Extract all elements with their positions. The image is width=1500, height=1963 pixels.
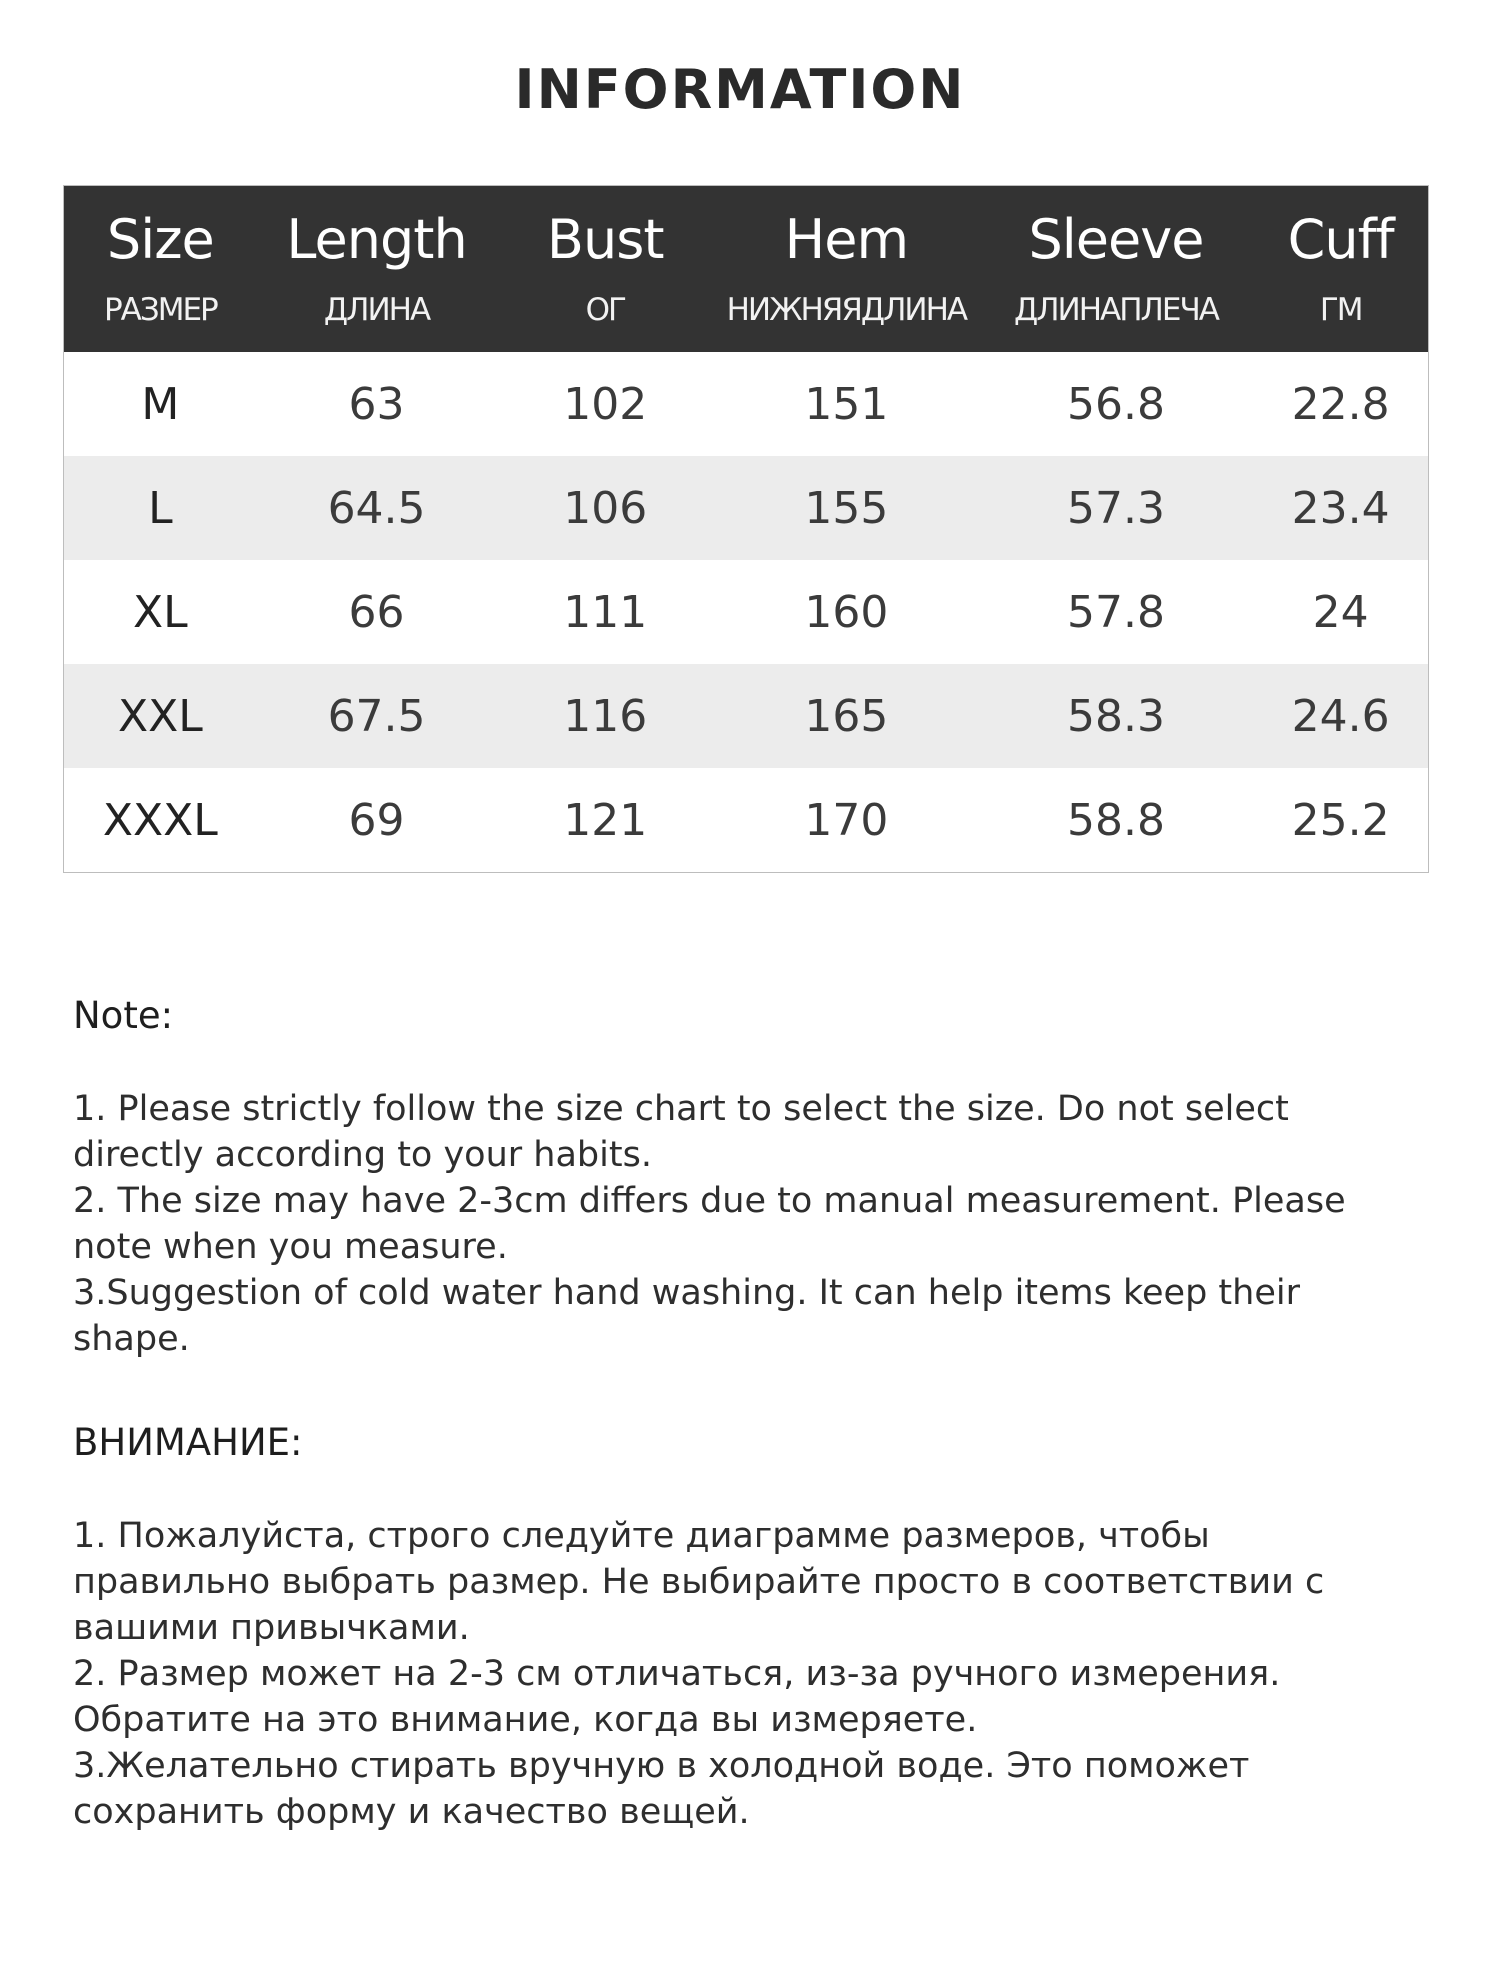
cell-bust: 106	[563, 482, 648, 534]
note-list	[73, 1086, 1413, 1362]
note-item: 3.Suggestion of cold water hand washing. It can help items keep their shape.	[73, 1273, 1300, 1359]
header-en: Cuff	[1287, 208, 1394, 271]
cell-length: 69	[348, 794, 405, 846]
cell-hem: 165	[804, 690, 889, 742]
note-item: 1. Please strictly follow the size chart to select the size. Do not select directly according to your habits.	[73, 1089, 1289, 1175]
cell-bust: 121	[563, 794, 648, 846]
attention-list	[73, 1513, 1413, 1835]
header-ru: ГМ	[1319, 292, 1362, 328]
header-ru: ДЛИНА	[323, 292, 430, 328]
cell-size: M	[141, 378, 180, 430]
header-ru: ДЛИНАПЛЕЧА	[1014, 292, 1218, 328]
cell-hem: 151	[804, 378, 889, 430]
table-row	[64, 352, 1428, 456]
cell-length: 66	[348, 586, 405, 638]
cell-hem: 155	[804, 482, 889, 534]
cell-cuff: 25.2	[1291, 794, 1390, 846]
cell-bust: 111	[563, 586, 648, 638]
header-ru: РАЗМЕР	[103, 292, 217, 328]
header-en: Sleeve	[1028, 208, 1204, 271]
cell-size: XXXL	[102, 794, 218, 846]
page-title: INFORMATION	[514, 58, 966, 121]
header-ru: НИЖНЯЯДЛИНА	[726, 292, 967, 328]
header-size	[64, 186, 257, 352]
attention-item: 3.Желательно стирать вручную в холодной воде. Это поможет сохранить форму и качество вещей.	[73, 1746, 1250, 1832]
attention-heading: ВНИМАНИЕ:	[73, 1421, 303, 1464]
header-hem	[714, 186, 979, 352]
header-sleeve	[979, 186, 1254, 352]
header-en: Size	[106, 208, 214, 271]
header-en: Hem	[784, 208, 909, 271]
cell-sleeve: 58.3	[1066, 690, 1165, 742]
attention-item: 2. Размер может на 2-3 см отличаться, из-за ручного измерения. Обратите на это внимание, когда вы измеряете.	[73, 1654, 1281, 1740]
cell-cuff: 24.6	[1291, 690, 1390, 742]
table-row	[64, 664, 1428, 768]
cell-hem: 160	[804, 586, 889, 638]
table-row	[64, 560, 1428, 664]
cell-size: XL	[133, 586, 188, 638]
header-length	[257, 186, 497, 352]
size-chart-table	[63, 185, 1429, 873]
cell-cuff: 23.4	[1291, 482, 1390, 534]
cell-length: 67.5	[327, 690, 426, 742]
table-header	[64, 186, 1428, 352]
cell-length: 64.5	[327, 482, 426, 534]
cell-sleeve: 57.8	[1066, 586, 1165, 638]
cell-size: XXL	[117, 690, 203, 742]
cell-length: 63	[348, 378, 405, 430]
header-cuff	[1253, 186, 1428, 352]
cell-size: L	[148, 482, 173, 534]
header-bust	[496, 186, 714, 352]
cell-sleeve: 56.8	[1066, 378, 1165, 430]
header-en: Bust	[546, 208, 664, 271]
cell-cuff: 22.8	[1291, 378, 1390, 430]
note-heading: Note:	[73, 994, 174, 1037]
cell-cuff: 24	[1312, 586, 1369, 638]
note-item: 2. The size may have 2-3cm differs due to manual measurement. Please note when you measure.	[73, 1181, 1346, 1267]
table-row	[64, 768, 1428, 872]
header-en: Length	[286, 208, 467, 271]
attention-item: 1. Пожалуйста, строго следуйте диаграмме размеров, чтобы правильно выбрать размер. Не выбирайте просто в соответствии с вашими привычками.	[73, 1516, 1325, 1648]
cell-sleeve: 58.8	[1066, 794, 1165, 846]
cell-hem: 170	[804, 794, 889, 846]
cell-sleeve: 57.3	[1066, 482, 1165, 534]
header-ru: ОГ	[585, 292, 625, 328]
table-row	[64, 456, 1428, 560]
cell-bust: 116	[563, 690, 648, 742]
cell-bust: 102	[563, 378, 648, 430]
